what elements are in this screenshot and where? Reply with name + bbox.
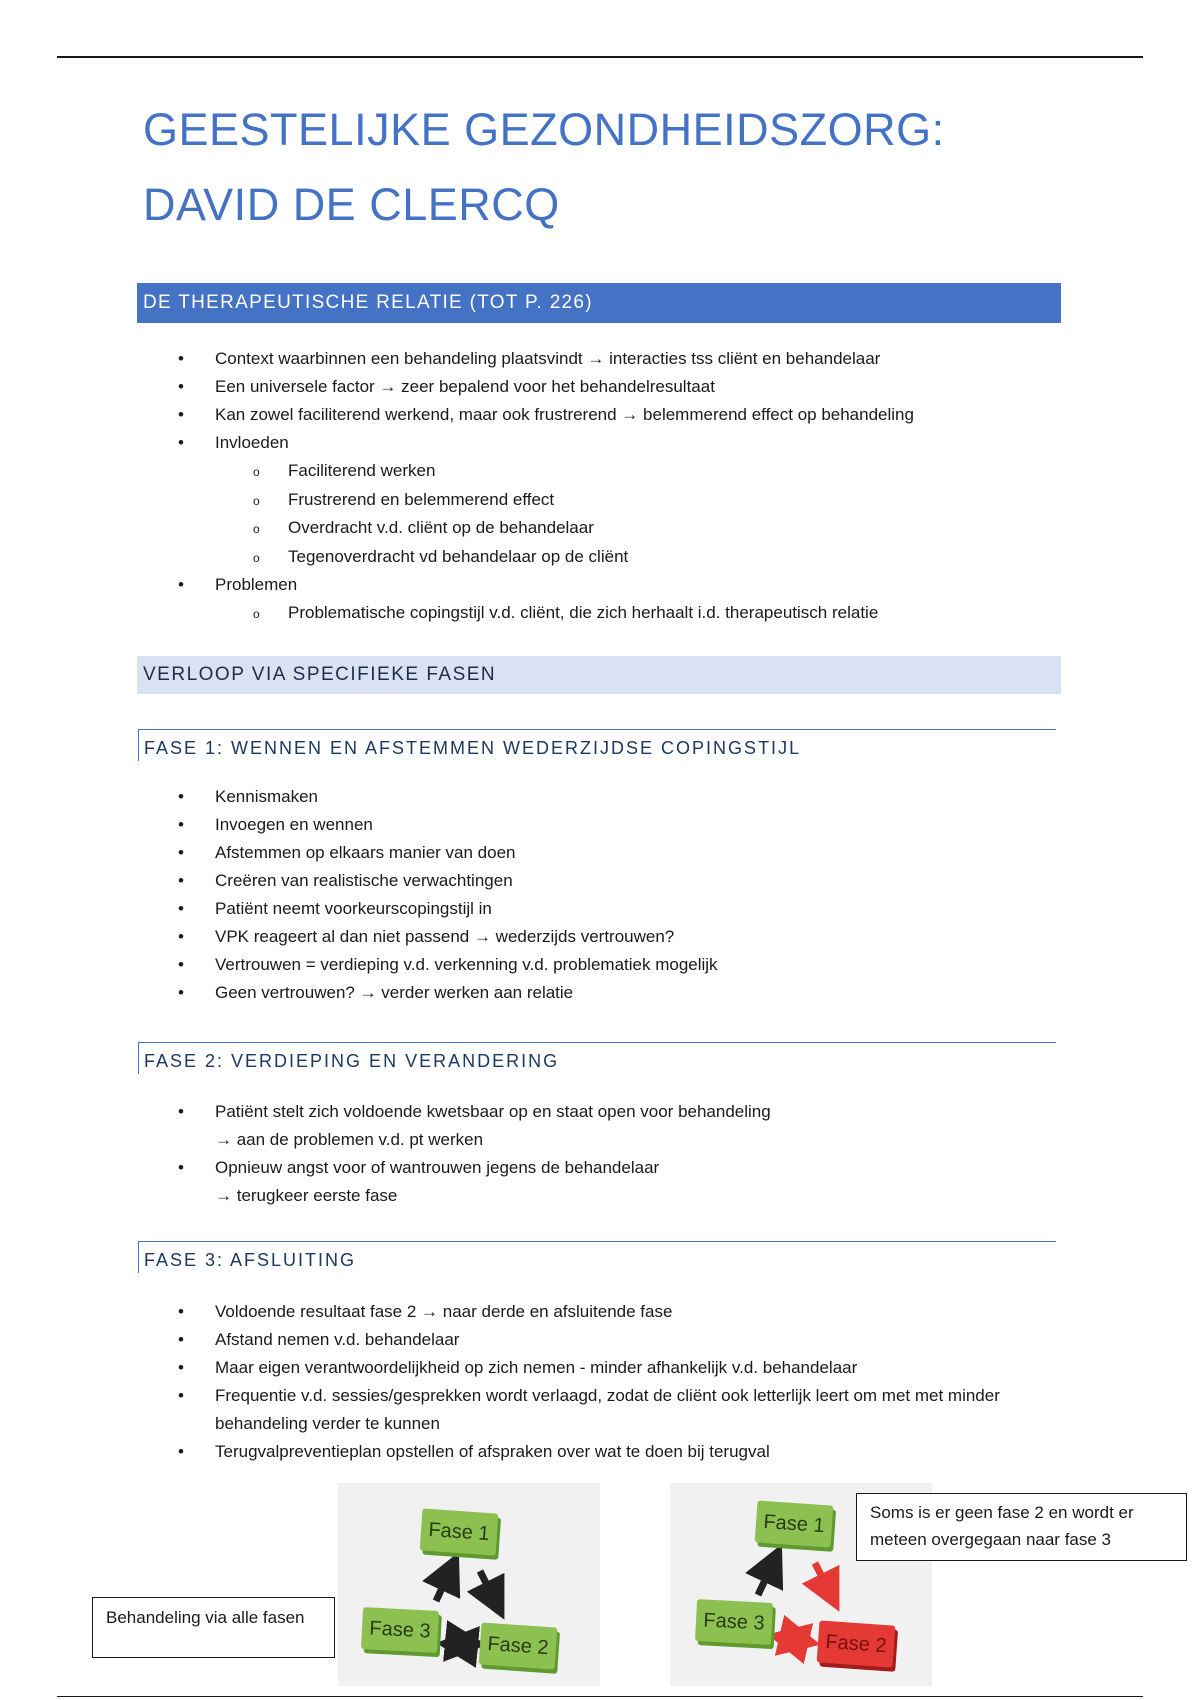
relatie-list [0,345,914,628]
sub-list-item: o Tegenoverdracht vd behandelaar op de cliënt [0,543,914,572]
fase2-box: Fase 2 [479,1622,558,1669]
fase3-box: Fase 3 [695,1599,773,1645]
arrow-fase2-to-fase3 [788,1639,810,1644]
list-item: • Terugvalpreventieplan opstellen of afspraken over wat te doen bij terugval [0,1438,1030,1466]
heading-verloop: VERLOOP VIA SPECIFIEKE FASEN [137,656,1061,694]
diagram-all-phases [338,1483,600,1686]
list-item-continuation: → aan de problemen v.d. pt werken [215,1130,484,1149]
list-item: • Vertrouwen = verdieping v.d. verkenning v.d. problematiek mogelijk [0,951,718,979]
top-rule [57,56,1143,58]
heading-fase-1: FASE 1: WENNEN EN AFSTEMMEN WEDERZIJDSE COPINGSTIJL [138,729,1056,761]
arrow-fase3-to-fase1 [758,1563,773,1595]
sub-list-item: o Frustrerend en belemmerend effect [0,486,914,515]
fase3-box: Fase 3 [361,1607,439,1653]
list-item: • Maar eigen verantwoordelijkheid op zich nemen - minder afhankelijk v.d. behandelaar [0,1354,1030,1382]
list-item: • Voldoende resultaat fase 2 → naar derde en afsluitende fase [0,1298,1030,1326]
arrow-fase1-to-fase2 [815,1563,830,1593]
list-item: • Creëren van realistische verwachtingen [0,867,718,895]
sub-list-item: o Overdracht v.d. cliënt op de behandelaar [0,514,914,543]
document-title: GEESTELIJKE GEZONDHEIDSZORG: DAVID DE CLERCQ [143,104,945,230]
arrow-fase2-to-fase3 [457,1645,478,1647]
list-item: • Geen vertrouwen? → verder werken aan relatie [0,979,718,1007]
note-all-phases: Behandeling via alle fasen [92,1597,335,1658]
list-item: • Kan zowel faciliterend werkend, maar ook frustrerend → belemmerend effect op behandeling [0,401,914,429]
note-skip-phase: Soms is er geen fase 2 en wordt er meteen overgegaan naar fase 3 [856,1493,1187,1561]
list-item: • Afstand nemen v.d. behandelaar [0,1326,1030,1354]
fase2-box: Fase 2 [817,1620,896,1667]
list-item: • Patiënt stelt zich voldoende kwetsbaar op en staat open voor behandeling [0,1098,771,1126]
heading-therapeutische-relatie: DE THERAPEUTISCHE RELATIE (TOT P. 226) [137,283,1061,323]
list-item: • Problemen [0,571,914,599]
list-item: • Invoegen en wennen [0,811,718,839]
list-item: • Opnieuw angst voor of wantrouwen jegens de behandelaar [0,1154,771,1182]
list-item: • Frequentie v.d. sessies/gesprekken wordt verlaagd, zodat de cliënt ook letterlijk leert om met met minder behandeling verder te kunnen [0,1382,1030,1438]
arrow-fase3-to-fase1 [436,1571,450,1601]
fase1-box: Fase 1 [755,1500,834,1547]
list-item: • Invloeden [0,429,914,457]
list-item: • Context waarbinnen een behandeling plaatsvindt → interacties tss cliënt en behandelaar [0,345,914,373]
arrow-fase1-to-fase2 [480,1571,495,1601]
fase3-list [0,1298,1030,1466]
heading-fase-3: FASE 3: AFSLUITING [138,1241,1056,1273]
list-item: • Patiënt neemt voorkeurscopingstijl in [0,895,718,923]
list-item-continuation: → terugkeer eerste fase [215,1186,398,1205]
sub-list-item: o Faciliterend werken [0,457,914,486]
sub-list-item: o Problematische copingstijl v.d. cliënt, die zich herhaalt i.d. therapeutisch relatie [0,599,914,628]
fase1-box: Fase 1 [420,1508,499,1555]
list-item: • VPK reageert al dan niet passend → wederzijds vertrouwen? [0,923,718,951]
fase2-list [0,1098,771,1210]
heading-fase-2: FASE 2: VERDIEPING EN VERANDERING [138,1042,1056,1074]
list-item: • Een universele factor → zeer bepalend voor het behandelresultaat [0,373,914,401]
list-item: • Kennismaken [0,783,718,811]
fase1-list [0,783,718,1007]
bottom-rule [57,1696,1143,1697]
list-item: • Afstemmen op elkaars manier van doen [0,839,718,867]
